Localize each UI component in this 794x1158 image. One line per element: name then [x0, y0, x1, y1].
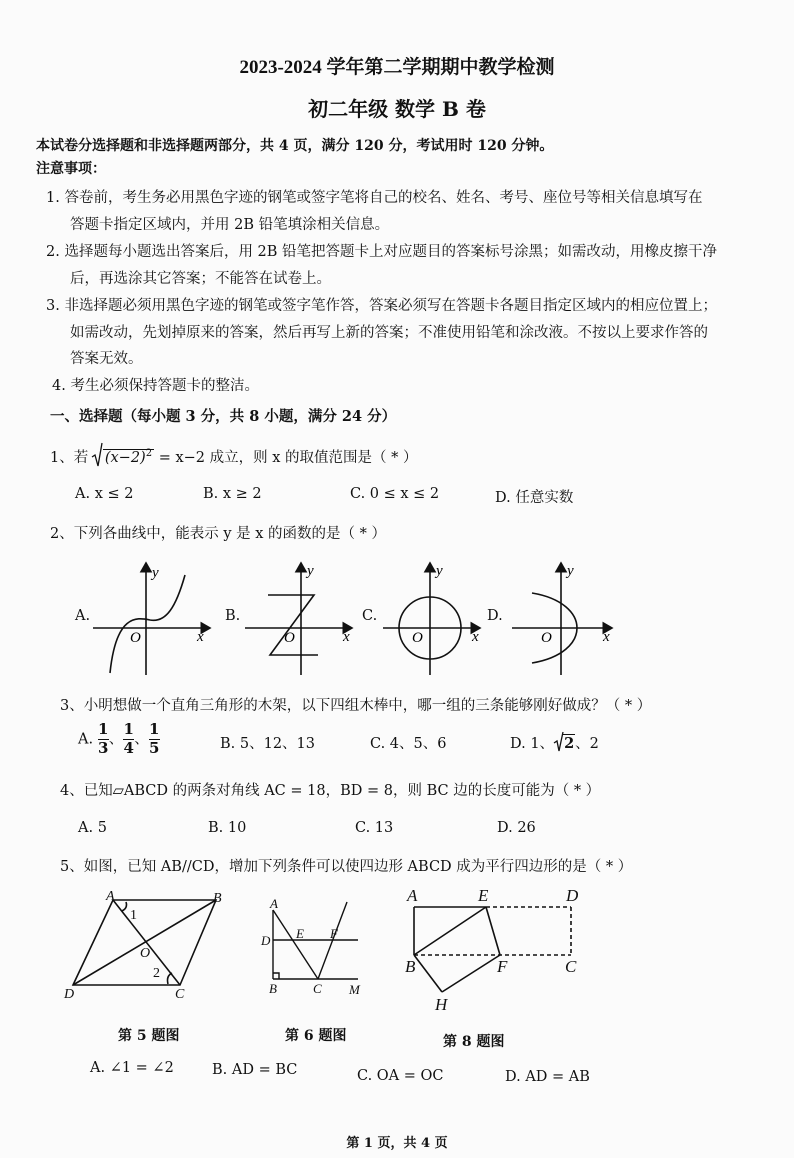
graph-a-x: x	[197, 629, 204, 645]
graph-b-y: y	[307, 563, 314, 579]
graph-b-x: x	[343, 629, 350, 645]
fig8-label-b: B	[405, 957, 416, 976]
note-1a: 1. 答卷前，考生务必用黑色字迹的钢笔或签字笔将自己的校名、姓名、考号、座位号等相关信息填写在	[46, 190, 703, 206]
graph-d-y: y	[567, 563, 574, 579]
fig5-caption: 第 5 题图	[118, 1028, 180, 1044]
page-footer: 第 1 页，共 4 页	[346, 1136, 448, 1151]
q1-option-a[interactable]: A. x ≤ 2	[75, 486, 134, 502]
q1-option-c[interactable]: C. 0 ≤ x ≤ 2	[350, 486, 440, 502]
fig5-angle-1: 1	[130, 908, 137, 923]
q1-prefix: 1、若	[50, 450, 89, 466]
graph-d	[512, 563, 612, 675]
q3-frac-1: $\frac{1}{3}$	[97, 720, 109, 757]
note-1b: 答题卡指定区域内，并用 2B 铅笔填涂相关信息。	[70, 217, 390, 233]
graph-c-origin: O	[412, 630, 423, 646]
fig8-label-f: F	[497, 957, 508, 976]
q3-option-d-prefix: D. 1、	[510, 736, 555, 752]
q3-sep-1: 、	[108, 731, 124, 748]
q3-option-c[interactable]: C. 4、5、6	[370, 736, 447, 752]
graph-d-x: x	[603, 629, 610, 645]
fig8-label-c: C	[565, 957, 577, 976]
q1-stem	[50, 446, 418, 467]
fig6-label-b: B	[269, 981, 277, 996]
graph-a	[93, 563, 210, 675]
q1-exponent: 2	[145, 448, 153, 460]
q3-sep-2: 、	[134, 731, 149, 748]
note-2b: 后，再选涂其它答案；不能答在试卷上。	[70, 271, 331, 287]
q4-option-a[interactable]: A. 5	[78, 820, 107, 836]
note-3c: 答案无效。	[70, 351, 143, 367]
figure-5	[73, 900, 216, 985]
section-title: 一、选择题（每小题 3 分，共 8 小题，满分 24 分）	[50, 408, 397, 425]
q2-stem: 2、下列各曲线中，能表示 y 是 x 的函数的是（ * ）	[50, 526, 386, 542]
q5-option-b[interactable]: B. AD = BC	[212, 1062, 298, 1078]
q2-graphs	[0, 555, 794, 685]
fig6-label-e: E	[296, 926, 304, 941]
graph-c-x: x	[472, 629, 479, 645]
q3-option-d-suffix: 、2	[575, 736, 599, 752]
fig5-label-o: O	[140, 946, 151, 961]
sqrt-icon	[553, 731, 564, 753]
sqrt-icon	[91, 442, 103, 468]
graph-b	[245, 563, 352, 675]
graph-a-y: y	[152, 565, 159, 581]
q2-label-d[interactable]: D.	[487, 608, 503, 624]
graph-d-origin: O	[541, 630, 552, 646]
q3-option-a[interactable]	[78, 722, 160, 757]
q3-frac-2: $\frac{1}{4}$	[123, 720, 134, 757]
q3-option-d[interactable]	[510, 732, 599, 753]
fig6-caption: 第 6 题图	[285, 1028, 347, 1044]
fig5-label-b: B	[213, 891, 222, 906]
note-3b: 如需改动，先划掉原来的答案，然后再写上新的答案；不准使用铅笔和涂改液。不按以上要求作答的	[70, 325, 708, 341]
note-3a: 3. 非选择题必须用黑色字迹的钢笔或签字笔作答，答案必须写在答题卡各题目指定区域内的相应位置上；	[46, 298, 717, 314]
figure-6	[273, 902, 358, 979]
graph-c	[383, 563, 480, 675]
graph-c-y: y	[436, 563, 443, 579]
fig6-label-c: C	[313, 981, 322, 996]
q1-option-d[interactable]: D. 任意实数	[495, 490, 574, 506]
fig8-label-h: H	[435, 995, 448, 1014]
q5-stem: 5、如图，已知 AB//CD，增加下列条件可以使四边形 ABCD 成为平行四边形的是（ * ）	[60, 859, 633, 875]
q5-figures	[0, 880, 794, 1030]
graph-a-origin: O	[130, 630, 141, 646]
page-title: 2023-2024 学年第二学期期中教学检测	[239, 57, 555, 78]
q5-option-c[interactable]: C. OA = OC	[357, 1068, 444, 1084]
graph-b-origin: O	[284, 630, 295, 646]
fig5-label-a: A	[106, 889, 115, 904]
fig5-angle-2: 2	[153, 966, 160, 981]
note-2a: 2. 选择题每小题选出答案后，用 2B 铅笔把答题卡上对应题目的答案标号涂黑；如需改动，用橡皮擦干净	[46, 244, 718, 260]
fig8-label-d: D	[566, 886, 579, 905]
fig5-label-c: C	[175, 987, 185, 1002]
q1-radicand: $(x-2)^2$	[104, 448, 153, 466]
q5-option-a[interactable]: A. ∠1 = ∠2	[90, 1060, 174, 1076]
q3-option-a-label: A.	[78, 731, 94, 748]
fig8-caption: 第 8 题图	[443, 1034, 505, 1050]
notes-title: 注意事项：	[36, 161, 106, 177]
q4-option-c[interactable]: C. 13	[355, 820, 394, 836]
fig6-label-a: A	[270, 896, 278, 911]
note-4: 4. 考生必须保持答题卡的整洁。	[52, 378, 259, 394]
fig8-label-a: A	[407, 886, 418, 905]
q3-sqrt-radicand: 2	[564, 735, 575, 752]
figure-8	[414, 907, 571, 992]
q1-radical	[93, 448, 154, 466]
fig5-label-d: D	[64, 987, 75, 1002]
q1-option-b[interactable]: B. x ≥ 2	[203, 486, 262, 502]
q5-option-d[interactable]: D. AD = AB	[505, 1069, 590, 1085]
fig6-label-d: D	[261, 933, 271, 948]
intro-text: 本试卷分选择题和非选择题两部分，共 4 页，满分 120 分，考试用时 120 分钟。	[36, 138, 554, 154]
q4-stem: 4、已知▱ABCD 的两条对角线 AC = 18，BD = 8，则 BC 边的长度可能为（ * ）	[60, 783, 601, 799]
q1-rest: = x−2 成立，则 x 的取值范围是（ * ）	[158, 450, 418, 466]
fig6-label-m: M	[349, 982, 360, 997]
q2-label-b[interactable]: B.	[225, 608, 241, 624]
fig6-label-f: F	[330, 926, 338, 941]
q3-frac-3: $\frac{1}{5}$	[148, 720, 160, 757]
q3-option-b[interactable]: B. 5、12、13	[220, 736, 316, 752]
q4-option-b[interactable]: B. 10	[208, 820, 247, 836]
q3-stem: 3、小明想做一个直角三角形的木架，以下四组木棒中，哪一组的三条能够刚好做成？（ * ）	[60, 698, 652, 714]
page-subtitle: 初二年级 数学 B 卷	[308, 97, 486, 121]
q3-sqrt	[554, 735, 575, 752]
fig8-label-e: E	[478, 886, 489, 905]
q2-label-c[interactable]: C.	[362, 608, 378, 624]
q2-label-a[interactable]: A.	[75, 608, 91, 624]
q4-option-d[interactable]: D. 26	[497, 820, 536, 836]
